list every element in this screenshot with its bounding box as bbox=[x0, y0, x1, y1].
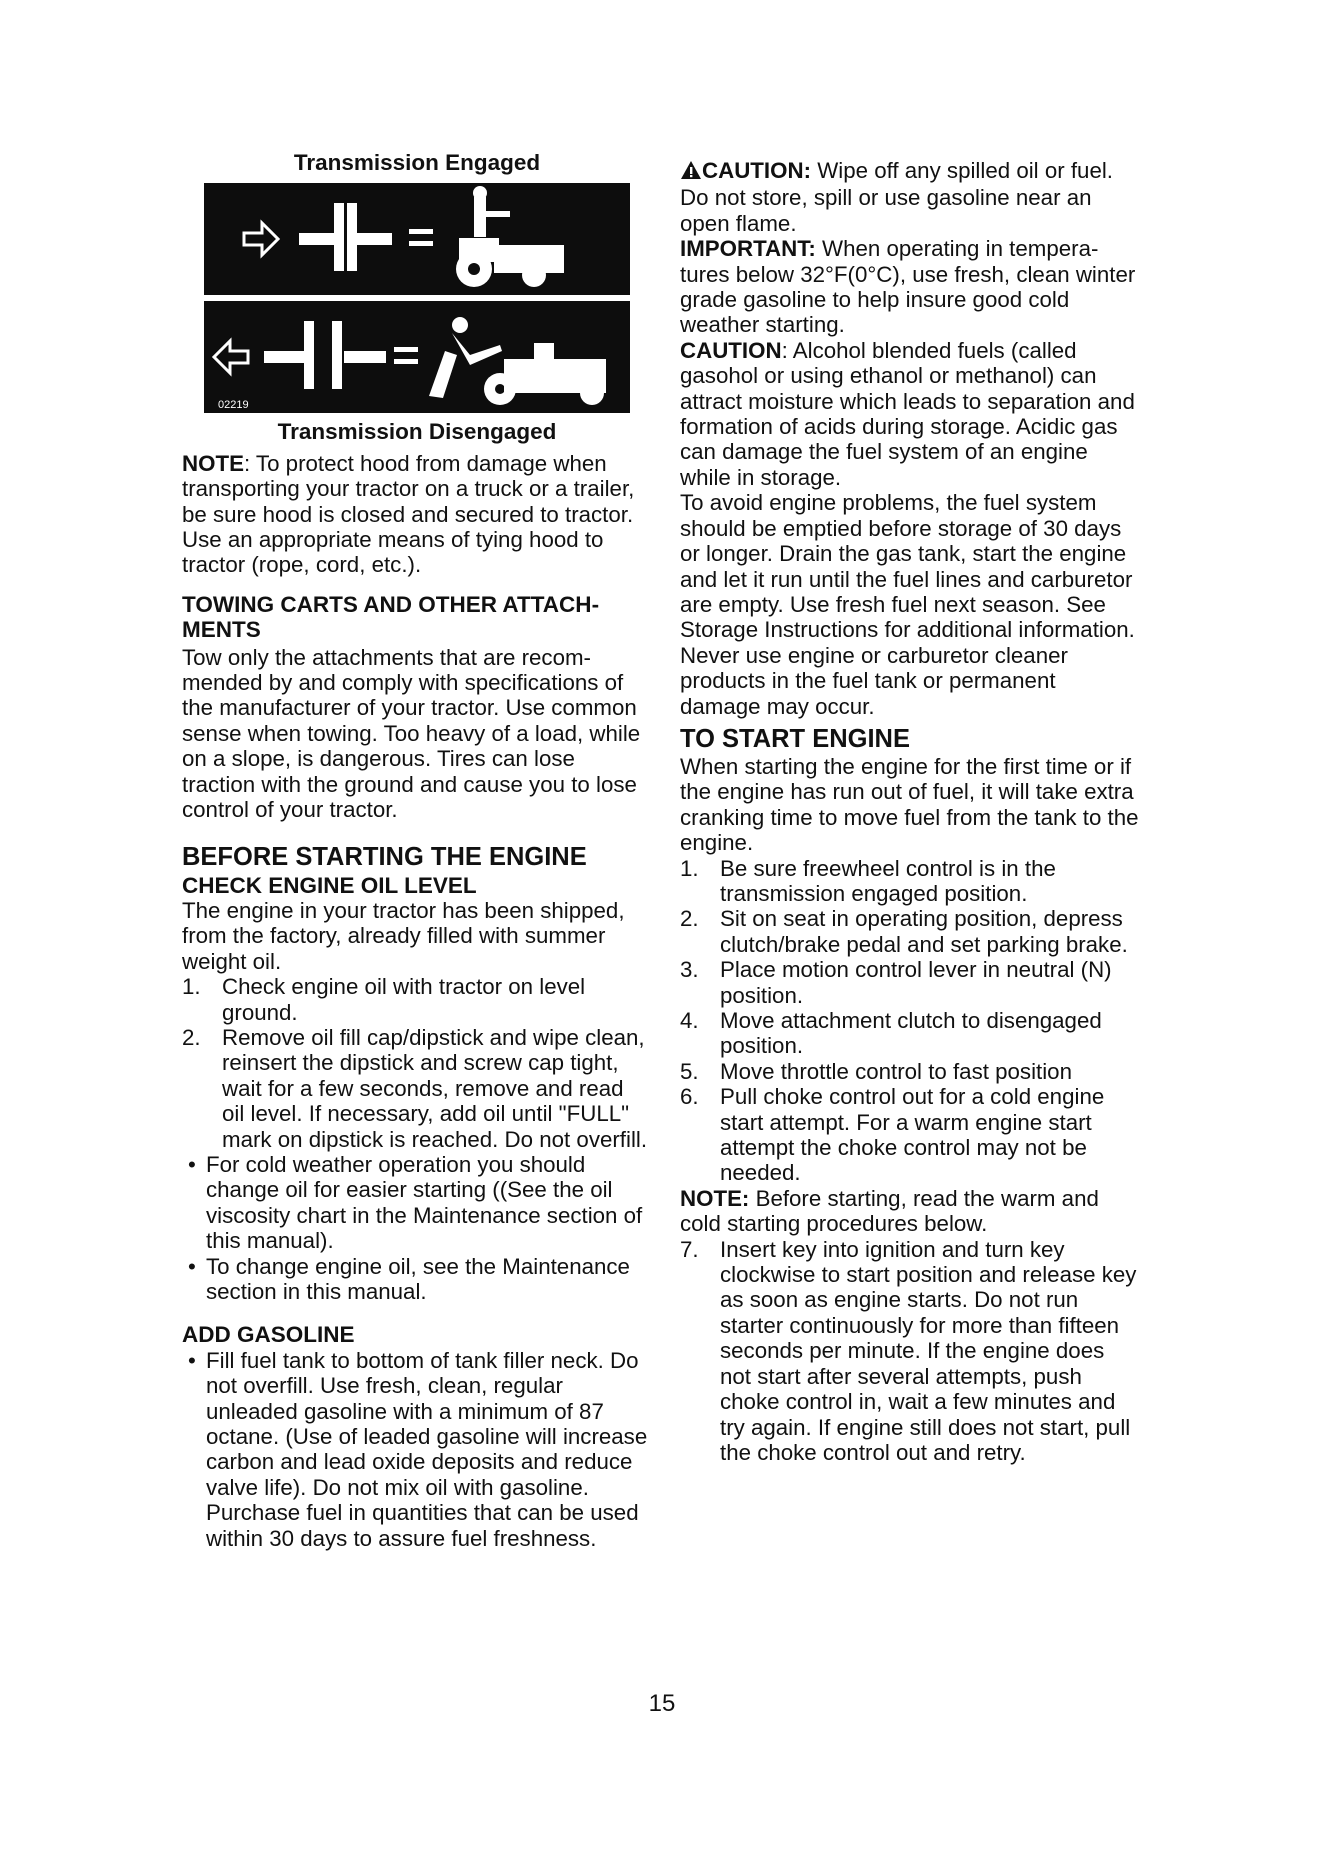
bullet-text: Fill fuel tank to bottom of tank filler neck. Do not overfill. Use fresh, clean, regular unleaded gasoline with a minimum of 87 octane. (Use of leaded gasoline will increase carbon and lead oxide deposits and reduce valve life). Do not mix oil with gasoline. Purchase fuel in quantities that can be used within 30 days to assure fuel freshness. bbox=[206, 1347, 648, 1551]
step-text: Be sure freewheel control is in the transmission engaged position. bbox=[720, 855, 1056, 906]
add-gasoline-heading: ADD GASOLINE bbox=[182, 1322, 355, 1348]
step-number: 2. bbox=[680, 906, 699, 932]
start-step-7-list bbox=[680, 1237, 1140, 1466]
page-number: 15 bbox=[648, 1690, 676, 1717]
step-text: Pull choke control out for a cold engine start attempt. For a warm engine start attempt the choke control may not be needed. bbox=[720, 1084, 1105, 1186]
towing-heading: TOWING CARTS AND OTHER ATTACHMENTS bbox=[182, 591, 600, 643]
oil-bullets-list bbox=[182, 1152, 652, 1304]
step-text: Sit on seat in operating position, depress clutch/brake pedal and set parking brake. bbox=[720, 906, 1128, 957]
figure-caption-disengaged: Transmission Disengaged bbox=[277, 419, 557, 445]
step-number: 3. bbox=[680, 957, 699, 983]
note-paragraph bbox=[680, 1186, 1140, 1237]
list-item bbox=[680, 957, 1140, 1008]
step-number: 7. bbox=[680, 1236, 699, 1262]
step-text: Insert key into ignition and turn key clockwise to start position and release key as soon as engine starts. Do not run starter continuously for more than fifteen seconds per minute. If the engine does not start after several attempts, push choke control in, wait a few minutes and try again. If engine still does not start, pull the choke control out and retry. bbox=[720, 1236, 1137, 1465]
right-column bbox=[680, 158, 1140, 1465]
start-steps-list bbox=[680, 856, 1140, 1186]
warning-triangle-icon bbox=[680, 160, 702, 185]
step-text: Check engine oil with tractor on level ground. bbox=[222, 974, 586, 1025]
bullet-text: To change engine oil, see the Maintenance section in this manual. bbox=[206, 1253, 630, 1304]
start-engine-heading: TO START ENGINE bbox=[680, 724, 910, 753]
list-item bbox=[182, 974, 652, 1025]
list-item bbox=[680, 1237, 1140, 1466]
list-item bbox=[182, 1348, 652, 1551]
note-label: NOTE: bbox=[680, 1185, 750, 1211]
caution-label: CAUTION: bbox=[702, 158, 811, 183]
note-paragraph bbox=[182, 451, 652, 578]
bullet-icon: • bbox=[188, 1151, 196, 1177]
start-intro: When starting the engine for the first time or if the engine has run out of fuel, it will take extra cranking time to move fuel from the tank to the engine. bbox=[680, 753, 1139, 856]
list-item bbox=[680, 1008, 1140, 1059]
left-column bbox=[182, 150, 652, 1551]
bullet-text: For cold weather operation you should change oil for easier starting ((See the oil viscosity chart in the Maintenance section of this manual). bbox=[206, 1151, 643, 1254]
step-text: Move attachment clutch to disengaged position. bbox=[720, 1008, 1102, 1059]
list-item bbox=[680, 1084, 1140, 1186]
list-item bbox=[182, 1152, 652, 1254]
transmission-engaged-illustration bbox=[204, 183, 630, 295]
before-starting-heading: BEFORE STARTING THE ENGINE bbox=[182, 842, 587, 871]
bullet-icon: • bbox=[188, 1253, 196, 1279]
caution-paragraph bbox=[680, 158, 1140, 236]
list-item bbox=[680, 856, 1140, 907]
step-number: 5. bbox=[680, 1058, 699, 1084]
caution-text: : Alcohol blended fuels (called gasohol or using ethanol or methanol) can attract moisture which leads to separation and formation of acids during storage. Acidic gas can damage the fuel system of an engine while in storage. bbox=[680, 337, 1135, 490]
step-text: Remove oil fill cap/dipstick and wipe clean, reinsert the dipstick and screw cap tight, wait for a few seconds, remove and read oil level. If necessary, add oil until "FULL" mark on dipstick is reached. Do not overfill. bbox=[222, 1024, 648, 1152]
important-label: IMPORTANT: bbox=[680, 236, 816, 262]
step-number: 2. bbox=[182, 1024, 201, 1050]
list-item bbox=[182, 1025, 652, 1152]
step-number: 6. bbox=[680, 1084, 699, 1110]
bullet-icon: • bbox=[188, 1347, 196, 1373]
check-oil-heading: CHECK ENGINE OIL LEVEL bbox=[182, 872, 477, 898]
list-item bbox=[680, 906, 1140, 957]
cleaner-paragraph: Never use engine or carburetor cleaner products in the fuel tank or permanent damage may occur. bbox=[680, 642, 1068, 719]
caution-text: Wipe off any spilled oil or fuel. Do not store, spill or use gasoline near an open flame. bbox=[680, 158, 1113, 236]
towing-text: Tow only the attachments that are recommended by and comply with specifications of the manufacturer of your tractor. Use common sense when towing. Too heavy of a load, while on a slope, is dangerous. Tires can lose traction with the ground and cause you to lose control of your tractor. bbox=[182, 644, 641, 823]
note-text: : To protect hood from damage when transporting your tractor on a truck or a trailer, be sure hood is closed and secured to tractor. Use an appropriate means of tying hood to tractor (rope, cord, etc.). bbox=[182, 450, 635, 578]
figure-caption-engaged: Transmission Engaged bbox=[293, 150, 541, 175]
note-label: NOTE bbox=[182, 450, 244, 476]
gas-bullets-list bbox=[182, 1348, 652, 1551]
step-text: Place motion control lever in neutral (N) position. bbox=[720, 957, 1112, 1008]
transmission-disengaged-illustration bbox=[204, 301, 630, 413]
figure-code: 02219 bbox=[218, 399, 249, 412]
step-text: Move throttle control to fast position bbox=[720, 1058, 1072, 1084]
storage-paragraph: To avoid engine problems, the fuel system should be emptied before storage of 30 days or longer. Drain the gas tank, start the engine and let it run until the fuel lines and carburetor are empty. Use fresh fuel next season. See Storage Instructions for additional information. bbox=[680, 490, 1135, 643]
caution-label: CAUTION bbox=[680, 337, 782, 363]
step-number: 1. bbox=[182, 974, 201, 1000]
alcohol-caution-paragraph bbox=[680, 338, 1140, 490]
note-text: Before starting, read the warm and cold starting procedures below. bbox=[680, 1185, 1099, 1237]
important-text: When operating in temperatures below 32°F(0°C), use fresh, clean winter grade gasoline to help insure good cold weather starting. bbox=[680, 236, 1136, 338]
important-paragraph bbox=[680, 236, 1140, 338]
list-item bbox=[680, 1059, 1140, 1084]
step-number: 1. bbox=[680, 855, 699, 881]
oil-intro: The engine in your tractor has been shipped, from the factory, already filled with summer weight oil. bbox=[182, 897, 625, 974]
oil-steps-list bbox=[182, 974, 652, 1152]
list-item bbox=[182, 1254, 652, 1305]
step-number: 4. bbox=[680, 1008, 699, 1033]
